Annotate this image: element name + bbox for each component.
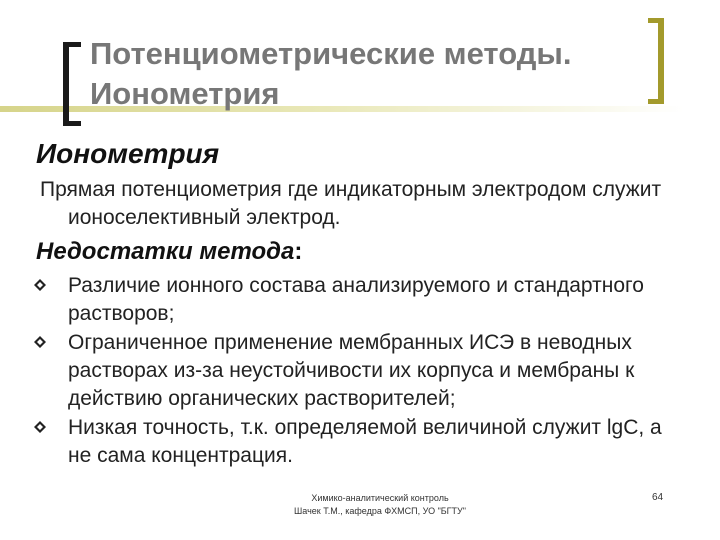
section-heading: Ионометрия	[36, 138, 220, 169]
disadvantages-heading	[36, 238, 302, 266]
diamond-bullet-icon	[34, 336, 46, 348]
list-item-text: Низкая точность, т.к. определяемой величиной служит lgC, а не сама концентрация.	[68, 416, 662, 467]
left-bracket-decoration	[63, 42, 81, 126]
right-bracket-decoration	[648, 18, 664, 104]
disadvantages-list	[34, 272, 690, 471]
list-item-text: Ограниченное применение мембранных ИСЭ в неводных растворах из-за неустойчивости их корпуса и мембраны к действию органических растворителей;	[68, 331, 635, 410]
slide-title	[90, 34, 650, 114]
slide-title-line-2: Ионометрия	[90, 76, 280, 111]
diamond-bullet-icon	[34, 421, 46, 433]
disadvantages-heading-colon: :	[294, 238, 303, 265]
list-item	[34, 272, 690, 328]
list-item-text: Различие ионного состава анализируемого и стандартного растворов;	[68, 274, 644, 325]
list-item	[34, 329, 690, 413]
list-item	[34, 414, 690, 470]
footer-line-1: Химико-аналитический контроль	[311, 493, 449, 503]
slide-title-line-1: Потенциометрические методы.	[90, 36, 572, 71]
intro-paragraph: Прямая потенциометрия где индикаторным электродом служит ионоселективный электрод.	[40, 178, 662, 229]
disadvantages-heading-text: Недостатки метода	[36, 238, 295, 265]
footer-line-2: Шачек Т.М., кафедра ФХМСП, УО "БГТУ"	[294, 506, 466, 516]
diamond-bullet-icon	[34, 279, 46, 291]
page-number: 64	[652, 492, 664, 503]
slide-footer	[260, 492, 500, 518]
